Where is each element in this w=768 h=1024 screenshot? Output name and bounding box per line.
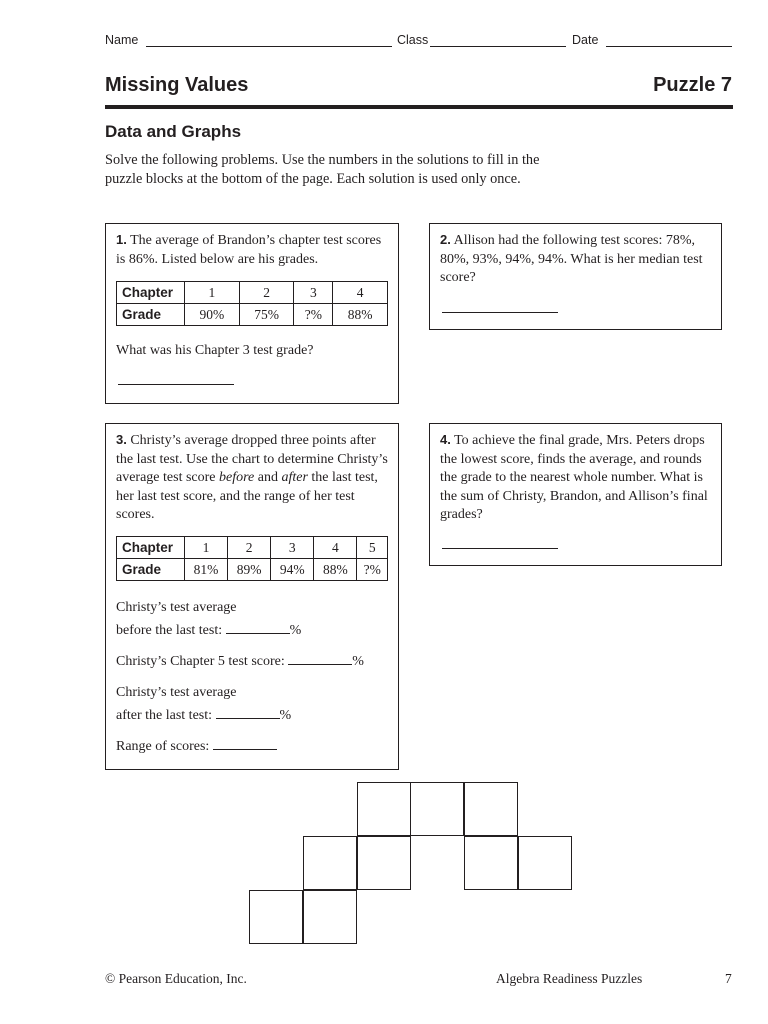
table-cell: 90% — [185, 304, 240, 326]
instructions: Solve the following problems. Use the numbers in the solutions to fill in the puzzle blocks at the bottom of the page. Each solution is used only once. — [105, 152, 540, 187]
problem-3-q3 — [116, 707, 291, 724]
table-row — [117, 537, 388, 559]
table-cell: 89% — [228, 559, 271, 581]
problem-3-q2-label: Christy’s Chapter 5 test score: — [116, 654, 285, 669]
table-header: Grade — [117, 304, 185, 326]
problem-3-q3-label: after the last test: — [116, 708, 213, 723]
problem-3-q3-answer-line[interactable] — [216, 707, 280, 719]
puzzle-cell[interactable] — [518, 836, 572, 890]
puzzle-cell[interactable] — [410, 782, 464, 836]
problem-1-answer-line[interactable] — [118, 384, 234, 385]
puzzle-cell[interactable] — [357, 836, 411, 890]
date-field[interactable] — [606, 46, 732, 47]
problem-2-statement: Allison had the following test scores: 78%, 80%, 93%, 94%, 94%. What is her median test score? — [440, 233, 703, 285]
class-label: Class — [397, 33, 429, 47]
table-cell: 88% — [333, 304, 388, 326]
puzzle-cell[interactable] — [464, 836, 518, 890]
table-cell: 2 — [228, 537, 271, 559]
table-cell: 4 — [333, 282, 388, 304]
problem-3-text — [116, 431, 394, 525]
problem-4-number: 4. — [440, 432, 451, 447]
problem-2-number: 2. — [440, 232, 451, 247]
copyright: © Pearson Education, Inc. — [105, 971, 247, 986]
problem-3-after-word: after — [281, 470, 308, 485]
table-row — [117, 559, 388, 581]
puzzle-label: Puzzle 7 — [653, 74, 732, 96]
table-cell: 1 — [185, 537, 228, 559]
problem-3-before-word: before — [219, 470, 255, 485]
problem-3-q4-answer-line[interactable] — [213, 738, 277, 750]
table-cell: 81% — [185, 559, 228, 581]
problem-2-answer-line[interactable] — [442, 312, 558, 313]
problem-3-q4 — [116, 738, 277, 755]
problem-2-text — [440, 231, 714, 288]
puzzle-cell[interactable] — [303, 836, 357, 890]
class-field[interactable] — [430, 46, 566, 47]
table-header: Chapter — [117, 282, 185, 304]
table-cell: 5 — [357, 537, 388, 559]
problem-1-question: What was his Chapter 3 test grade? — [116, 343, 314, 358]
problem-3-statement-a: Christy’s average dropped three points after the last test. Use the chart to determine Christy’s average test score — [116, 433, 388, 485]
table-cell: 88% — [314, 559, 357, 581]
table-cell: 3 — [271, 537, 314, 559]
table-cell: 2 — [239, 282, 294, 304]
problem-3-q1-answer-line[interactable] — [226, 622, 290, 634]
problem-4-statement: To achieve the final grade, Mrs. Peters drops the lowest score, finds the average, and rounds the grade to the nearest whole number. What is the sum of Christy, Brandon, and Allison’s final grades? — [440, 433, 708, 522]
problem-3-q1-label: before the last test: — [116, 623, 223, 638]
problem-3-and-word: and — [254, 470, 282, 485]
table-cell: ?% — [294, 304, 333, 326]
percent-sign: % — [279, 708, 292, 723]
table-cell: ?% — [357, 559, 388, 581]
problem-1-box — [105, 223, 399, 404]
title-rule — [105, 105, 733, 109]
puzzle-cell[interactable] — [303, 890, 357, 944]
problem-3-q1 — [116, 622, 301, 639]
table-cell: 75% — [239, 304, 294, 326]
percent-sign: % — [289, 623, 302, 638]
puzzle-cell[interactable] — [464, 782, 518, 836]
table-cell: 4 — [314, 537, 357, 559]
table-header: Grade — [117, 559, 185, 581]
table-cell: 3 — [294, 282, 333, 304]
problem-1-number: 1. — [116, 232, 127, 247]
problem-3-q2 — [116, 653, 364, 670]
book-title: Algebra Readiness Puzzles — [496, 971, 643, 986]
table-header: Chapter — [117, 537, 185, 559]
table-cell: 94% — [271, 559, 314, 581]
problem-3-q2-answer-line[interactable] — [288, 653, 352, 665]
table-cell: 1 — [185, 282, 240, 304]
problem-3-box — [105, 423, 399, 770]
table-row — [117, 304, 388, 326]
problem-1-text — [116, 231, 392, 269]
section-subtitle: Data and Graphs — [105, 122, 242, 141]
percent-sign: % — [352, 654, 364, 669]
problem-3-table — [116, 536, 388, 581]
problem-2-box — [429, 223, 722, 330]
problem-3-q4-label: Range of scores: — [116, 739, 210, 754]
name-field[interactable] — [146, 46, 392, 47]
problem-3-q3-line1: Christy’s test average — [116, 685, 237, 700]
page-number: 7 — [725, 971, 732, 986]
problem-3-q1-line1: Christy’s test average — [116, 600, 237, 615]
date-label: Date — [572, 33, 599, 47]
problem-3-number: 3. — [116, 432, 127, 447]
puzzle-cell[interactable] — [249, 890, 303, 944]
problem-1-statement: The average of Brandon’s chapter test scores is 86%. Listed below are his grades. — [116, 233, 382, 267]
table-row — [117, 282, 388, 304]
name-label: Name — [105, 33, 139, 47]
problem-3-statement-b: the last test, her last test score, and the range of her test scores. — [116, 470, 378, 522]
page-title: Missing Values — [105, 74, 249, 96]
problem-1-table — [116, 281, 388, 326]
problem-4-text — [440, 431, 718, 525]
problem-4-answer-line[interactable] — [442, 548, 558, 549]
problem-4-box — [429, 423, 722, 566]
puzzle-cell[interactable] — [357, 782, 411, 836]
